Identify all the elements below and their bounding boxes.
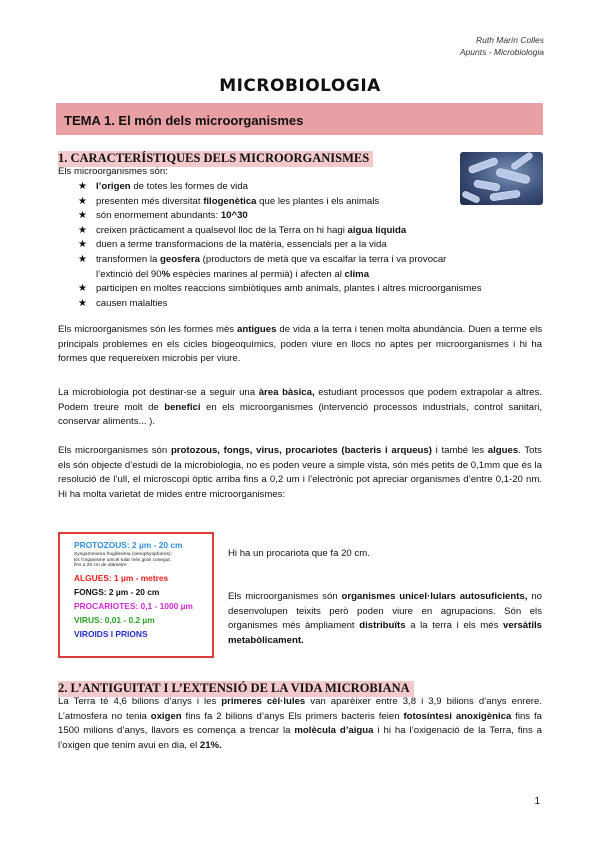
section1-intro: Els microorganismes són: <box>58 166 168 177</box>
page-number: 1 <box>534 796 540 807</box>
list-item: ★ duen a terme transformacions de la matèria, essencials per a la vida <box>78 238 498 253</box>
star-bullet-icon: ★ <box>78 181 87 192</box>
doc-subtitle: Apunts - Microbiologia <box>459 47 544 57</box>
paragraph-types: Els microorganismes són protozous, fongs, virus, procariotes (bacteris i arqueus) i també les algues. Tots els són objecte d’estudi de la microbiologia, no es poden veure a simple vista, són més petits de 0,1mm que és la resolució de l’ull, el microscopi òptic arriba fins a 0,2 um i l’electrònic pot apreciar organismes d’entre 0,1-20 nm. Hi ha molta varietat de mides entre microorganismes: <box>58 445 542 500</box>
protozous-note-line: fins a 20 cm de diàmetre <box>74 563 127 568</box>
characteristics-list <box>78 180 498 311</box>
list-item: ★ transformen la geosfera (productors de metà que va escalfar la terra i va provocar l’extinció del 90% espècies marines al permià) i afecten al clima <box>78 253 447 280</box>
star-bullet-icon: ★ <box>78 239 87 251</box>
fongs-size: FONGS: 2 µm - 20 cm <box>74 586 160 597</box>
procariotes-size: PROCARIOTES: 0,1 - 1000 µm <box>74 600 193 611</box>
star-bullet-icon: ★ <box>78 224 87 236</box>
author-name: Ruth Marín Colles <box>475 35 544 45</box>
star-bullet-icon: ★ <box>78 283 87 295</box>
virus-size: VIRUS: 0,01 - 0.2 µm <box>74 614 155 625</box>
size-ranges-box <box>58 532 214 658</box>
list-item: ★ són enormement abundants: 10^30 <box>78 209 498 224</box>
list-item: ★ causen malalties <box>78 297 498 312</box>
paragraph-antiquity: Els microorganismes són les formes més antigues de vida a la terra i tenen molta abundància. Duen a terme els principals problemes en els cicles biogeoquímics, poden viure en llocs no aptes per microorganismes i hi ha formes que requereixen microbis per viure. <box>58 324 542 365</box>
list-item: ★ l’origen de totes les formes de vida <box>78 180 498 195</box>
paragraph-life-history: La Terra té 4,6 bilions d’anys i les primeres cèl·lules van aparèixer entre 3,8 i 3,9 bilions d’anys enrere. L’atmosfera no tenia oxigen fins fa 2 bilions d’anys Els primers bacteris feien fotosíntesi anoxigènica fins fa 1500 milions d’anys, llavors es comença a trencar la molècula d’aigua i hi ha l’oxigenació de la Terra, fins a l’oxigen que tenim avui en dia, el 21%. <box>58 696 543 751</box>
viroids-size: VIROIDS I PRIONS <box>74 628 148 639</box>
section1-heading: 1. CARACTERÍSTIQUES DELS MICROORGANISMES <box>58 151 373 167</box>
protozous-size: PROTOZOUS: 2 µm - 20 cm <box>74 540 183 550</box>
algues-size: ALGUES: 1 µm - metres <box>74 572 169 583</box>
list-item: ★ participen en moltes reaccions simbiòtiques amb animals, plantes i altres microorganismes <box>78 282 498 297</box>
section2-heading: 2. L’ANTIGUITAT I L’EXTENSIÓ DE LA VIDA MICROBIANA <box>58 681 414 697</box>
star-bullet-icon: ★ <box>78 253 87 265</box>
list-item: ★ presenten més diversitat filogenètica que les plantes i els animals <box>78 195 498 210</box>
list-item: ★ creixen pràcticament a qualsevol lloc de la Terra on hi hagi aigua líquida <box>78 224 498 239</box>
star-bullet-icon: ★ <box>78 297 87 309</box>
star-bullet-icon: ★ <box>78 195 87 207</box>
paragraph-microbiology-area: La microbiologia pot destinar-se a seguir una àrea bàsica, estudiant processos que podem extrapolar a altres. Podem treure molt de benefici en els microorganismes (intervenció processos industrials, control sanitari, conservar aliments... ). <box>58 387 542 428</box>
protozous-note-line: Es l’organisme unicel·lular més gran conegut, <box>74 557 172 563</box>
paragraph-unicellular: Els microorganismes són organismes unicel·lulars autosuficients, no desenvolupen teixits però poden viure en agrupacions. Són els organismes més àmpliament distribuïts a la terra i els més versàtils metabòlicament. <box>228 591 542 646</box>
tema-banner: TEMA 1. El món dels microorganismes <box>56 103 543 135</box>
prokaryote-note: Hi ha un procariota que fa 20 cm. <box>228 548 370 559</box>
document-title: MICROBIOLOGIA <box>219 76 381 96</box>
page-header <box>460 34 544 58</box>
star-bullet-icon: ★ <box>78 210 87 222</box>
protozous-note-line: Syngammorea frugilissima (xenophyophores): <box>74 552 172 557</box>
